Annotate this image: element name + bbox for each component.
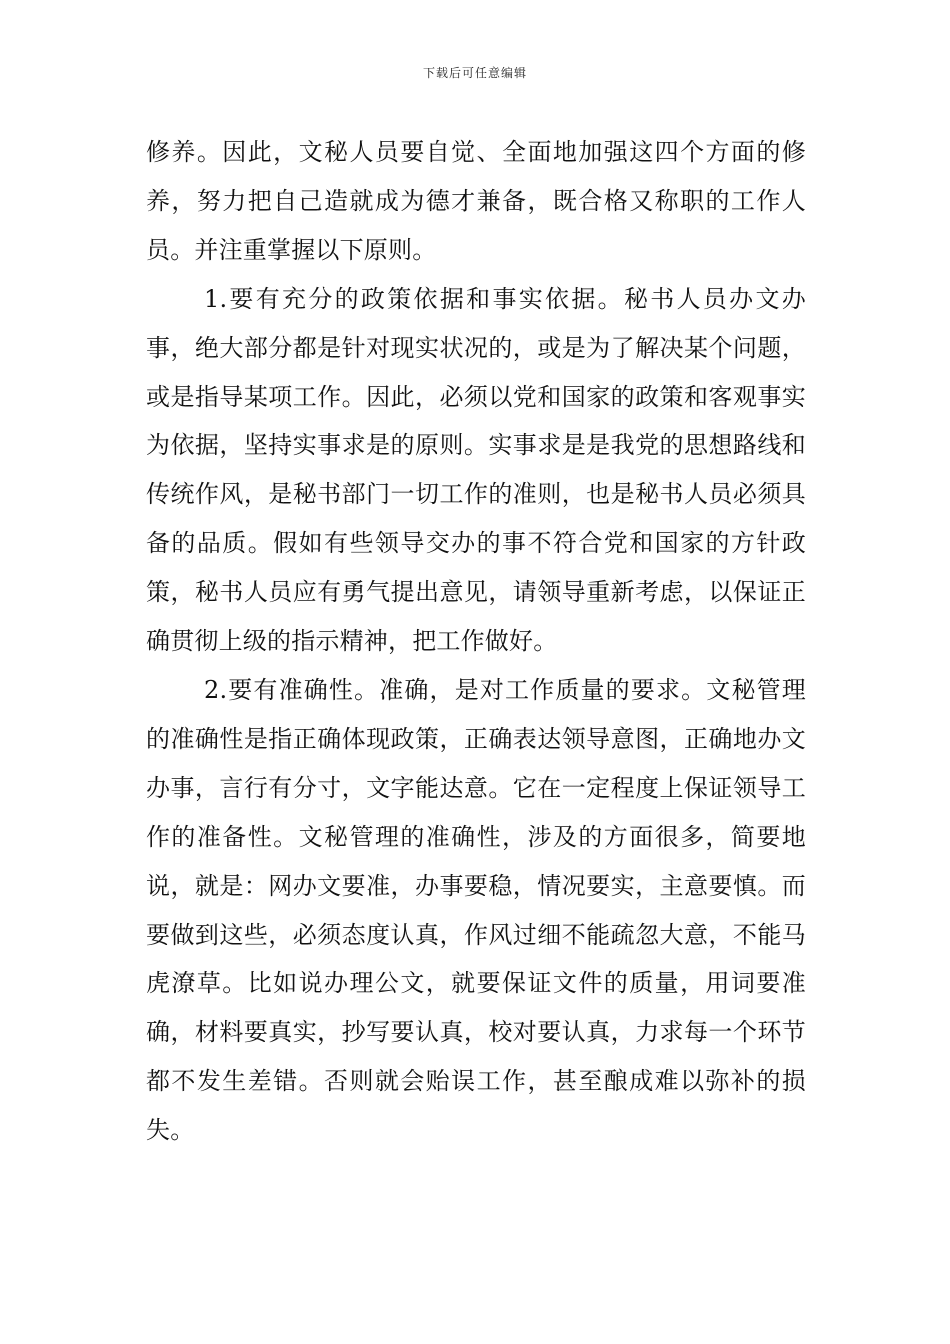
paragraph-continuation: 修养。因此，文秘人员要自觉、全面地加强这四个方面的修养，努力把自己造就成为德才兼备，既合格又称职的工作人员。并注重掌握以下原则。 (146, 138, 806, 264)
paragraph-principle-1: 1.要有充分的政策依据和事实依据。秘书人员办文办事，绝大部分都是针对现实状况的，或是为了解决某个问题，或是指导某项工作。因此，必须以党和国家的政策和客观事实为依据，坚持实事求是的原则。实事求是是我党的思想路线和传统作风，是秘书部门一切工作的准则，也是秘书人员必须具备的品质。假如有些领导交办的事不符合党和国家的方针政策，秘书人员应有勇气提出意见，请领导重新考虑，以保证正确贯彻上级的指示精神，把工作做好。 (146, 284, 806, 656)
page-header: 下载后可任意编辑 (422, 66, 527, 80)
document-body (146, 128, 806, 1155)
paragraph-principle-2: 2.要有准确性。准确，是对工作质量的要求。文秘管理的准确性是指正确体现政策，正确表达领导意图，正确地办文办事，言行有分寸，文字能达意。它在一定程度上保证领导工作的准备性。文秘管理的准确性，涉及的方面很多，简要地说，就是：网办文要准，办事要稳，情况要实，主意要慎。而要做到这些，必须态度认真，作风过细不能疏忽大意，不能马虎潦草。比如说办理公文，就要保证文件的质量，用词要准确，材料要真实，抄写要认真，校对要认真，力求每一个环节都不发生差错。否则就会贻误工作，甚至酿成难以弥补的损失。 (146, 675, 806, 1145)
